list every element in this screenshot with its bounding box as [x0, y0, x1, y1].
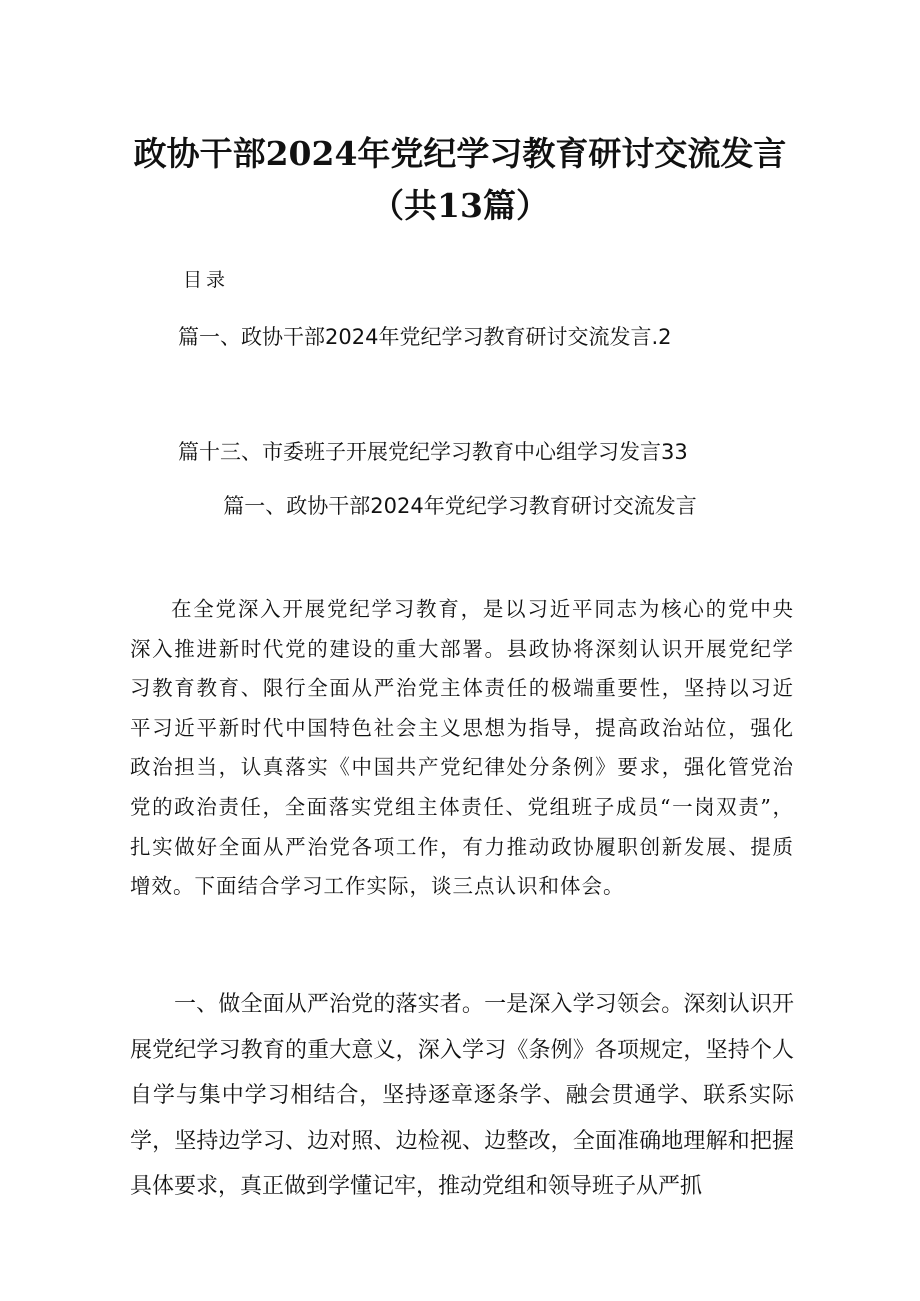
document-title: 政协干部2024年党纪学习教育研讨交流发言（共13篇）	[133, 134, 787, 225]
toc-item-1[interactable]: 篇一、政协干部2024年党纪学习教育研讨交流发言.2	[178, 325, 672, 349]
section-title: 篇一、政协干部2024年党纪学习教育研讨交流发言	[223, 494, 697, 518]
body-paragraph-point-one: 一、做全面从严治党的落实者。一是深入学习领会。深刻认识开展党纪学习教育的重大意义，深入学习《条例》各项规定，坚持个人自学与集中学习相结合，坚持逐章逐条学、融会贯通学、联系实际学，坚持边学习、边对照、边检视、边整改，全面准确地理解和把握具体要求，真正做到学懂记牢，推动党组和领导班子从严抓	[130, 992, 794, 1200]
toc-heading: 目录	[183, 269, 230, 291]
toc-item-13[interactable]: 篇十三、市委班子开展党纪学习教育中心组学习发言33	[178, 440, 688, 464]
body-paragraph-intro: 在全党深入开展党纪学习教育，是以习近平同志为核心的党中央深入推进新时代党的建设的重大部署。县政协将深刻认识开展党纪学习教育教育、限行全面从严治党主体责任的极端重要性，坚持以习近平习近平新时代中国特色社会主义思想为指导，提高政治站位，强化政治担当，认真落实《中国共产党纪律处分条例》要求，强化管党治党的政治责任，全面落实党组主体责任、党组班子成员“一岗双责”，扎实做好全面从严治党各项工作，有力推动政协履职创新发展、提质增效。下面结合学习工作实际，谈三点认识和体会。	[130, 597, 794, 899]
